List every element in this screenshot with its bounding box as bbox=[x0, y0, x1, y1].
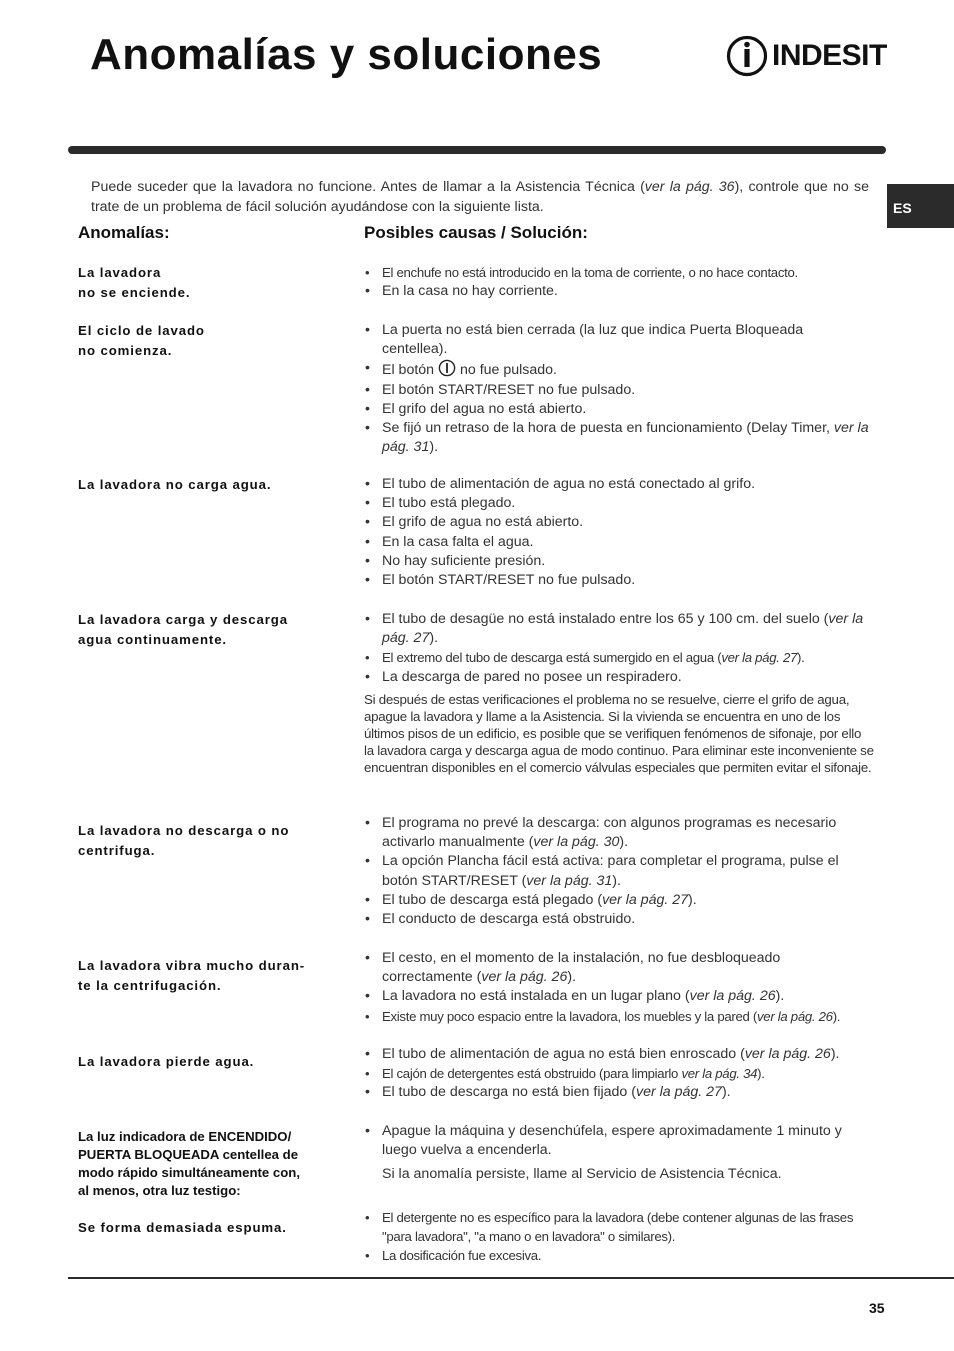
list-item: • La puerta no está bien cerrada (la luz que indica Puerta Bloqueada centellea). bbox=[364, 321, 872, 359]
causes-list bbox=[364, 814, 872, 929]
anomaly-label: El ciclo de lavado no comienza. bbox=[78, 323, 205, 358]
brand-wordmark: INDESIT bbox=[772, 39, 887, 72]
page-title: Anomalías y soluciones bbox=[90, 30, 603, 79]
page-reference: ver la pág. 27 bbox=[635, 1084, 722, 1101]
list-item: • Existe muy poco espacio entre la lavadora, los muebles y la pared (ver la pág. 26). bbox=[364, 1007, 872, 1026]
footer-divider bbox=[68, 1277, 954, 1279]
list-item: • El botón START/RESET no fue pulsado. bbox=[364, 381, 872, 400]
anomaly-label: La lavadora pierde agua. bbox=[78, 1054, 255, 1069]
list-item: • El tubo de desagüe no está instalado entre los 65 y 100 cm. del suelo (ver la pág. 27). bbox=[364, 610, 872, 648]
header-divider bbox=[68, 146, 886, 154]
page-reference: ver la pág. 26 bbox=[744, 1046, 831, 1062]
list-item: • El tubo de alimentación de agua no está bien enroscado (ver la pág. 26). bbox=[364, 1045, 872, 1064]
note-paragraph: Si después de estas verificaciones el problema no se resuelve, cierre el grifo de agua, apague la lavadora y llame a la Asistencia. Si la vivienda se encuentra en uno de los últimos pisos de un edificio, es posible que se verifiquen fenómenos de sifonaje, por ello la lavadora carga y descarga agua de modo continuo. Para eliminar este inconveniente se encuentran disponibles en el comercio válvulas especiales que permiten evitar el sifonaje. bbox=[364, 692, 874, 775]
causes-list bbox=[364, 1045, 872, 1103]
anomaly-label: La lavadora no descarga o no centrifuga. bbox=[78, 823, 290, 858]
list-item: • El tubo está plegado. bbox=[364, 494, 872, 513]
list-item: • En la casa no hay corriente. bbox=[364, 282, 872, 301]
causes-list bbox=[364, 321, 872, 457]
causes-heading: Posibles causas / Solución: bbox=[364, 223, 588, 242]
list-item: • No hay suficiente presión. bbox=[364, 552, 872, 571]
anomaly-label: La lavadora no se enciende. bbox=[78, 265, 191, 300]
page-reference: ver la pág. 30 bbox=[533, 834, 620, 851]
page-reference: ver la pág. 27 bbox=[721, 650, 798, 666]
anomaly-label: Se forma demasiada espuma. bbox=[78, 1220, 287, 1235]
list-item: • El detergente no es específico para la lavadora (debe contener algunas de las frases "para lavadora", "a mano o en lavadora" o similares). bbox=[364, 1208, 872, 1246]
list-item: • El botón START/RESET no fue pulsado. bbox=[364, 571, 872, 590]
causes-list bbox=[364, 1122, 872, 1160]
causes-list bbox=[364, 1208, 872, 1266]
list-item: • La opción Plancha fácil está activa: para completar el programa, pulse el botón START/RESET (ver la pág. 31). bbox=[364, 852, 872, 890]
list-item: • El tubo de alimentación de agua no está conectado al grifo. bbox=[364, 475, 872, 494]
anomalies-heading: Anomalías: bbox=[78, 223, 170, 242]
list-item: • La lavadora no está instalada en un lugar plano (ver la pág. 26). bbox=[364, 987, 872, 1006]
language-tab: ES bbox=[887, 184, 954, 228]
page-reference: ver la pág. 27 bbox=[382, 611, 864, 647]
anomaly-label: La lavadora vibra mucho duran- te la centrifugación. bbox=[78, 958, 306, 993]
list-item: • El conducto de descarga está obstruido. bbox=[364, 910, 872, 929]
list-item: • En la casa falta el agua. bbox=[364, 533, 872, 552]
list-item: • La descarga de pared no posee un respiradero. bbox=[364, 668, 872, 687]
list-item: • Se fijó un retraso de la hora de puesta en funcionamiento (Delay Timer, ver la pág. 31). bbox=[364, 419, 872, 457]
page-reference: ver la pág. 26 bbox=[757, 1008, 833, 1024]
page-reference: ver la pág. 31 bbox=[382, 420, 869, 456]
anomaly-label: La luz indicadora de ENCENDIDO/ PUERTA BLOQUEADA centellea de modo rápido simultáneamente con, al menos, otra luz testigo: bbox=[78, 1129, 301, 1198]
list-item: • El cesto, en el momento de la instalación, no fue desbloqueado correctamente (ver la pág. 26). bbox=[364, 949, 872, 987]
list-item: • La dosificación fue excesiva. bbox=[364, 1246, 872, 1265]
list-item: • El botón no fue pulsado. bbox=[364, 359, 872, 380]
page-number: 35 bbox=[869, 1300, 885, 1316]
page-reference: ver la pág. 31 bbox=[526, 872, 613, 889]
intro-paragraph: Puede suceder que la lavadora no funcione. Antes de llamar a la Asistencia Técnica (ver la pág. 36), controle que no se trate de un problema de fácil solución ayudándose con la siguiente lista. bbox=[91, 179, 869, 215]
list-item: • El enchufe no está introducido en la toma de corriente, o no hace contacto. bbox=[364, 263, 872, 282]
causes-list bbox=[364, 610, 872, 687]
indesit-logo bbox=[726, 34, 888, 78]
power-button-icon bbox=[438, 359, 456, 377]
list-item: • Apague la máquina y desenchúfela, espere aproximadamente 1 minuto y luego vuelva a encenderla. bbox=[364, 1122, 872, 1160]
page-reference: ver la pág. 36 bbox=[644, 179, 735, 195]
list-item: • El tubo de descarga está plegado (ver la pág. 27). bbox=[364, 891, 872, 910]
power-i-logo-icon bbox=[726, 35, 768, 77]
page-reference: ver la pág. 26 bbox=[689, 988, 776, 1005]
page-reference: ver la pág. 27 bbox=[602, 891, 689, 908]
list-item: • El grifo de agua no está abierto. bbox=[364, 513, 872, 532]
note-paragraph: Si la anomalía persiste, llame al Servicio de Asistencia Técnica. bbox=[382, 1166, 782, 1182]
page-reference: ver la pág. 26 bbox=[481, 969, 568, 986]
list-item: • El tubo de descarga no está bien fijado (ver la pág. 27). bbox=[364, 1083, 872, 1102]
anomaly-label: La lavadora carga y descarga agua continuamente. bbox=[78, 612, 288, 647]
list-item: • El grifo del agua no está abierto. bbox=[364, 400, 872, 419]
list-item: • El programa no prevé la descarga: con algunos programas es necesario activarlo manualmente (ver la pág. 30). bbox=[364, 814, 872, 852]
causes-list bbox=[364, 263, 872, 301]
causes-list bbox=[364, 949, 872, 1026]
list-item: • El cajón de detergentes está obstruido (para limpiarlo ver la pág. 34). bbox=[364, 1064, 872, 1083]
anomaly-label: La lavadora no carga agua. bbox=[78, 477, 272, 492]
list-item: • El extremo del tubo de descarga está sumergido en el agua (ver la pág. 27). bbox=[364, 648, 872, 667]
causes-list bbox=[364, 475, 872, 590]
page-reference: ver la pág. 34 bbox=[681, 1066, 758, 1082]
